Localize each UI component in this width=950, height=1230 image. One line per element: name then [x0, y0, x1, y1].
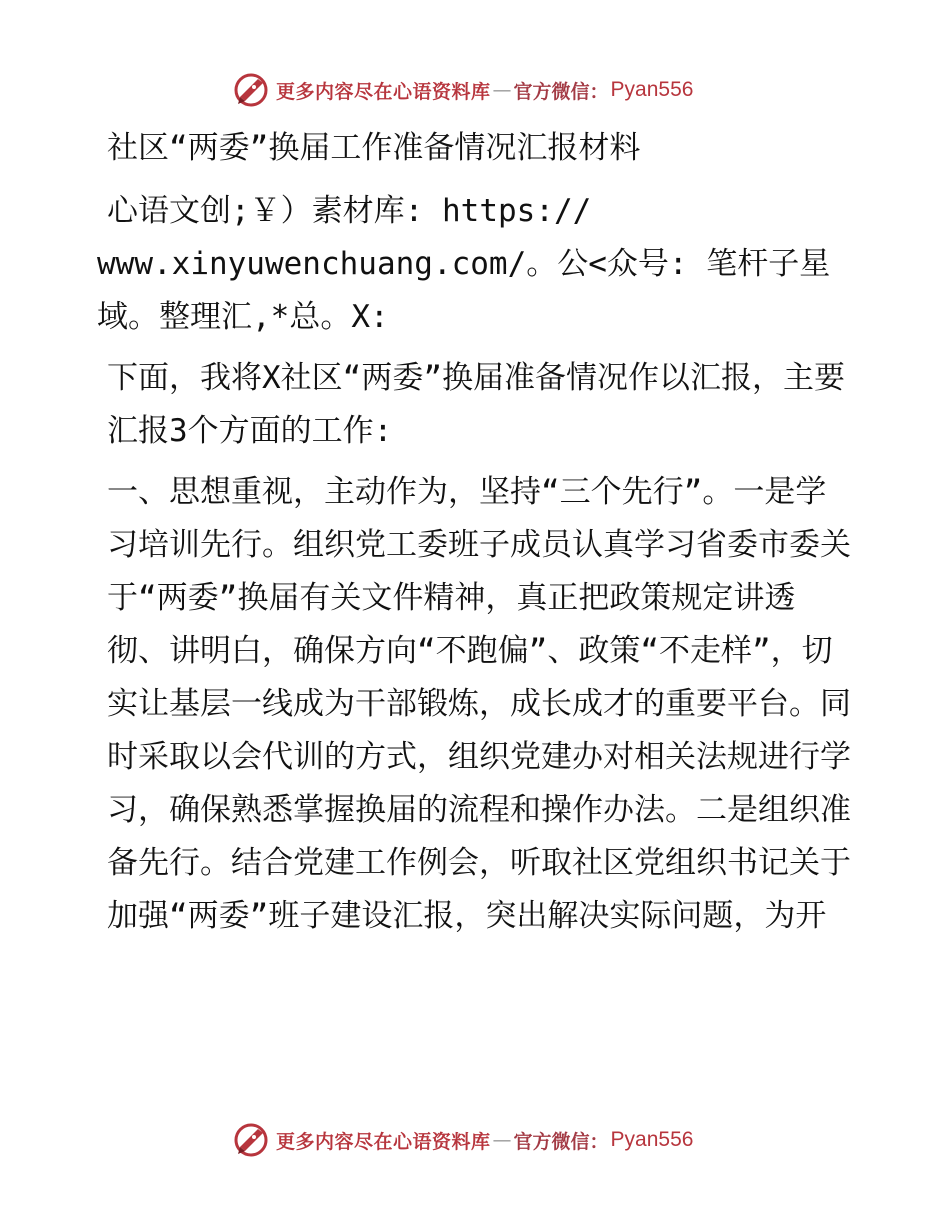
source-line-2: www.xinyuwenchuang.com/。公<众号: 笔杆子星: [97, 246, 831, 282]
banner-wechat-id: Pyan556: [610, 1128, 694, 1151]
body-paragraph: 一、思想重视，主动作为，坚持“三个先行”。一是学习培训先行。组织党工委班子成员认真学习省委市委关于“两委”换届有关文件精神，真正把政策规定讲透彻、讲明白，确保方向“不跑偏”、政策“不走样”，切实让基层一线成为干部锻炼，成长成才的重要平台。同时采取以会代训的方式，组织党建办对相关法规进行学习，确保熟悉掌握换届的流程和操作办法。二是组织准备先行。结合党建工作例会，听取社区党组织书记关于加强“两委”班子建设汇报，突出解决实际问题，为开: [107, 474, 851, 934]
banner-site-text: 更多内容尽在心语资料库: [276, 80, 491, 103]
source-line-3: 域。整理汇,*总。X:: [97, 299, 389, 335]
banner-wechat-id: Pyan556: [610, 78, 694, 101]
intro-paragraph: 下面，我将X社区“两委”换届准备情况作以汇报，主要汇报3个方面的工作:: [107, 360, 845, 449]
pen-logo-icon: [232, 1121, 270, 1159]
banner-official-text: 官方微信：: [513, 1130, 609, 1153]
banner-official-text: 官方微信：: [513, 80, 609, 103]
header-banner: [232, 70, 693, 110]
source-note: [97, 185, 857, 344]
footer-banner: [232, 1120, 693, 1160]
document-body: [97, 122, 857, 943]
source-line-1: 心语文创;￥）素材库: https://: [107, 193, 592, 229]
document-title: 社区“两委”换届工作准备情况汇报材料: [107, 130, 641, 166]
banner-site-text: 更多内容尽在心语资料库: [276, 1130, 491, 1153]
pen-logo-icon: [232, 71, 270, 109]
banner-dash: —: [492, 79, 512, 101]
banner-dash: —: [492, 1129, 512, 1151]
